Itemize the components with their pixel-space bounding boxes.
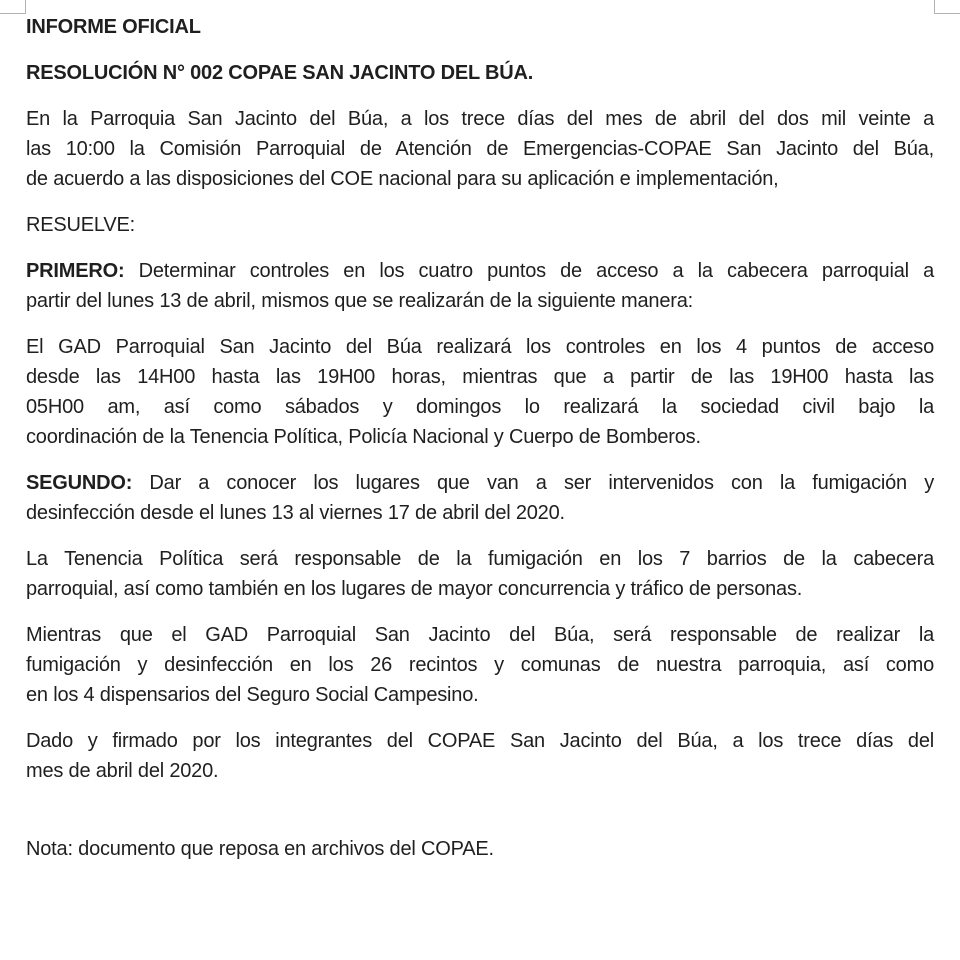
text-line: Dado y firmado por los integrantes del COPAE San Jacinto del Búa, a los trece días del xyxy=(26,730,934,752)
text-line: las 10:00 la Comisión Parroquial de Atención de Emergencias-COPAE San Jacinto del Búa, xyxy=(26,138,934,160)
text-line: Nota: documento que reposa en archivos del COPAE. xyxy=(26,838,494,860)
text-line: En la Parroquia San Jacinto del Búa, a los trece días del mes de abril del dos mil veinte a xyxy=(26,108,934,130)
paragraph-informe-title xyxy=(26,12,934,42)
text-line: partir del lunes 13 de abril, mismos que se realizarán de la siguiente manera: xyxy=(26,290,693,312)
text-line: RESOLUCIÓN N° 002 COPAE SAN JACINTO DEL BÚA. xyxy=(26,62,534,84)
text-line: mes de abril del 2020. xyxy=(26,760,219,782)
text-line: desde las 14H00 hasta las 19H00 horas, mientras que a partir de las 19H00 hasta las xyxy=(26,366,934,388)
text-line: fumigación y desinfección en los 26 recintos y comunas de nuestra parroquia, así como xyxy=(26,654,934,676)
paragraph-resolucion-title xyxy=(26,58,934,88)
text-line xyxy=(26,256,934,286)
paragraph-fumigacion-gad xyxy=(26,620,934,710)
page-corner-mark-left xyxy=(0,0,26,14)
text-line: RESUELVE: xyxy=(26,214,135,236)
paragraph-dado-firmado xyxy=(26,726,934,786)
text-line: parroquial, así como también en los lugares de mayor concurrencia y tráfico de personas. xyxy=(26,578,803,600)
text-line: La Tenencia Política será responsable de la fumigación en los 7 barrios de la cabecera xyxy=(26,548,934,570)
section-label: SEGUNDO: xyxy=(26,472,133,494)
text-line xyxy=(26,468,934,498)
document-body xyxy=(26,12,934,864)
text-line: desinfección desde el lunes 13 al viernes 17 de abril del 2020. xyxy=(26,502,565,524)
paragraph-tenencia-politica xyxy=(26,544,934,604)
text-span: Determinar controles en los cuatro puntos de acceso a la cabecera parroquial a xyxy=(138,260,934,282)
paragraph-nota xyxy=(26,834,934,864)
paragraph-segundo xyxy=(26,468,934,528)
text-line: de acuerdo a las disposiciones del COE nacional para su aplicación e implementación, xyxy=(26,168,779,190)
text-line: en los 4 dispensarios del Seguro Social Campesino. xyxy=(26,684,479,706)
paragraph-controles-gad xyxy=(26,332,934,452)
section-label: PRIMERO: xyxy=(26,260,125,282)
paragraph-primero xyxy=(26,256,934,316)
text-line: El GAD Parroquial San Jacinto del Búa realizará los controles en los 4 puntos de acceso xyxy=(26,336,934,358)
text-span: Dar a conocer los lugares que van a ser intervenidos con la fumigación y xyxy=(149,472,934,494)
text-line: INFORME OFICIAL xyxy=(26,16,201,38)
paragraph-resuelve xyxy=(26,210,934,240)
text-line: Mientras que el GAD Parroquial San Jacinto del Búa, será responsable de realizar la xyxy=(26,624,934,646)
paragraph-preambulo xyxy=(26,104,934,194)
text-line: 05H00 am, así como sábados y domingos lo realizará la sociedad civil bajo la xyxy=(26,396,934,418)
text-line: coordinación de la Tenencia Política, Policía Nacional y Cuerpo de Bomberos. xyxy=(26,426,701,448)
page-corner-mark-right xyxy=(934,0,960,14)
